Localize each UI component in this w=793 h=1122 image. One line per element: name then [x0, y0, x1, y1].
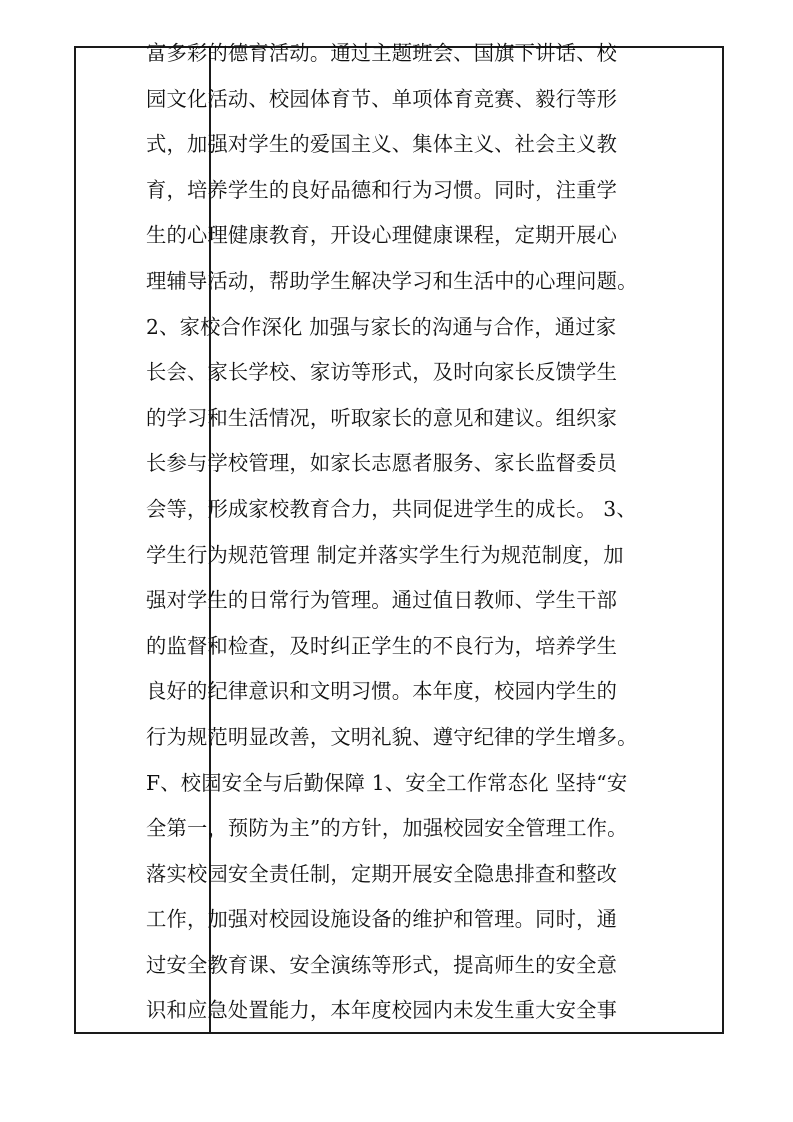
text-line: 识和应急处置能力，本年度校园内未发生重大安全事 [146, 998, 618, 1023]
text-line: 的监督和检查，及时纠正学生的不良行为，培养学生 [146, 633, 618, 658]
text-line: 式，加强对学生的爱国主义、集体主义、社会主义教 [146, 132, 618, 157]
text-line: 过安全教育课、安全演练等形式，提高师生的安全意 [146, 952, 618, 977]
text-line: 生的心理健康教育，开设心理健康课程，定期开展心 [146, 223, 618, 248]
text-line: 富多彩的德育活动。通过主题班会、国旗下讲话、校 [146, 41, 618, 65]
text-line: 全第一，预防为主”的方针，加强校园安全管理工作。 [146, 816, 628, 841]
text-line: 会等，形成家校教育合力，共同促进学生的成长。 3、 [146, 496, 637, 521]
text-line: 落实校园安全责任制，定期开展安全隐患排查和整改 [146, 861, 618, 886]
text-line: 良好的纪律意识和文明习惯。本年度，校园内学生的 [146, 679, 618, 704]
text-line: 育，培养学生的良好品德和行为习惯。同时，注重学 [146, 177, 618, 202]
text-line: 工作，加强对校园设施设备的维护和管理。同时，通 [146, 907, 618, 932]
table-content-cell [146, 38, 642, 1041]
text-line: 行为规范明显改善，文明礼貌、遵守纪律的学生增多。 [146, 724, 638, 749]
text-line: 强对学生的日常行为管理。通过值日教师、学生干部 [146, 588, 618, 613]
text-line: 长参与学校管理，如家长志愿者服务、家长监督委员 [146, 451, 618, 476]
text-line: F、校园安全与后勤保障 1、安全工作常态化 坚持“安 [146, 770, 628, 795]
text-line: 园文化活动、校园体育节、单项体育竞赛、毅行等形 [146, 86, 618, 111]
text-line: 2、家校合作深化 加强与家长的沟通与合作，通过家 [146, 314, 617, 339]
text-line: 学生行为规范管理 制定并落实学生行为规范制度，加 [146, 542, 624, 567]
text-line: 理辅导活动，帮助学生解决学习和生活中的心理问题。 [146, 268, 638, 293]
text-line: 长会、家长学校、家访等形式，及时向家长反馈学生 [146, 360, 618, 385]
text-line: 的学习和生活情况，听取家长的意见和建议。组织家 [146, 405, 618, 430]
